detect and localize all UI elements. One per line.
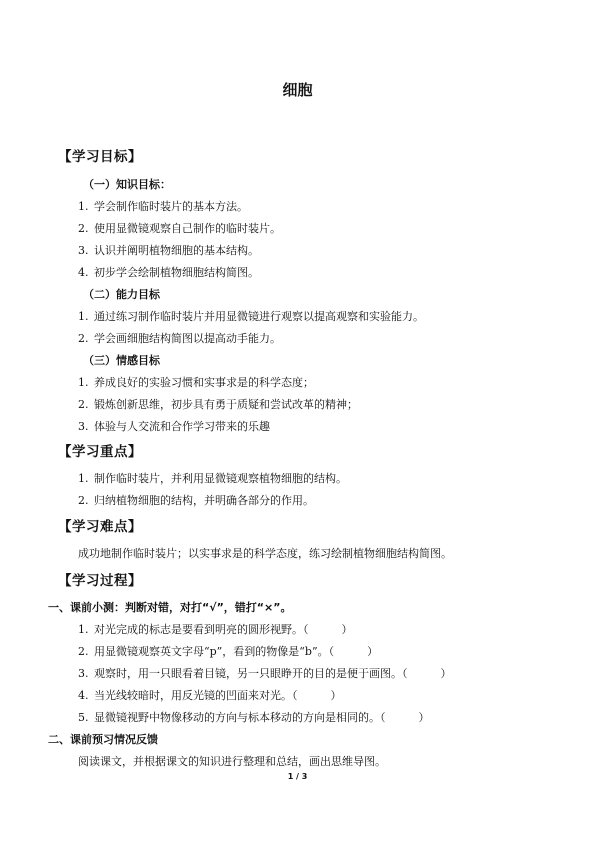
list-item: 2. 使用显微镜观察自己制作的临时装片。: [78, 222, 281, 235]
document-title: 细胞: [282, 81, 313, 99]
list-item: 4. 当光线较暗时，用反光镜的凹面来对光。（ ）: [78, 689, 342, 702]
keypoints-heading: 【学习重点】: [58, 444, 142, 460]
list-item: 4. 初步学会绘制植物细胞结构简图。: [78, 266, 259, 279]
list-item: 1. 通过练习制作临时装片并用显微镜进行观察以提高观察和实验能力。: [78, 310, 424, 323]
list-item: 1. 对光完成的标志是要看到明亮的圆形视野。（ ）: [78, 623, 353, 636]
preview-heading: 二、课前预习情况反馈: [48, 733, 158, 746]
emotion-heading: （三）情感目标: [83, 354, 160, 367]
list-item: 2. 学会画细胞结构简图以提高动手能力。: [78, 332, 281, 345]
objectives-heading: 【学习目标】: [58, 149, 142, 165]
knowledge-heading: （一）知识目标：: [83, 178, 171, 191]
list-item: 1. 制作临时装片，并利用显微镜观察植物细胞的结构。: [78, 472, 347, 485]
list-item: 1. 养成良好的实验习惯和实事求是的科学态度；: [78, 376, 314, 389]
page-number: 1 / 3: [287, 772, 308, 781]
list-item: 3. 体验与人交流和合作学习带来的乐趣: [78, 420, 270, 433]
preview-text: 阅读课文，并根据课文的知识进行整理和总结，画出思维导图。: [78, 755, 386, 768]
list-item: 3. 认识并阐明植物细胞的基本结构。: [78, 244, 259, 257]
process-heading: 【学习过程】: [58, 573, 142, 589]
difficulties-heading: 【学习难点】: [58, 519, 142, 535]
list-item: 2. 归纳植物细胞的结构，并明确各部分的作用。: [78, 494, 314, 507]
list-item: 3. 观察时，用一只眼看着目镜，另一只眼睁开的目的是便于画图。（ ）: [78, 667, 452, 680]
quiz-heading: 一、课前小测：判断对错，对打“√”，错打“×”。: [48, 601, 292, 614]
list-item: 2. 锻炼创新思维，初步具有勇于质疑和尝试改革的精神；: [78, 398, 358, 411]
ability-heading: （二）能力目标: [83, 288, 160, 301]
list-item: 2. 用显微镜观察英文字母“p”，看到的物像是“b”。（ ）: [78, 645, 379, 658]
list-item: 1. 学会制作临时装片的基本方法。: [78, 200, 248, 213]
list-item: 5. 显微镜视野中物像移动的方向与标本移动的方向是相同的。（ ）: [78, 711, 430, 724]
difficulties-text: 成功地制作临时装片；以实事求是的科学态度，练习绘制植物细胞结构简图。: [78, 547, 452, 560]
